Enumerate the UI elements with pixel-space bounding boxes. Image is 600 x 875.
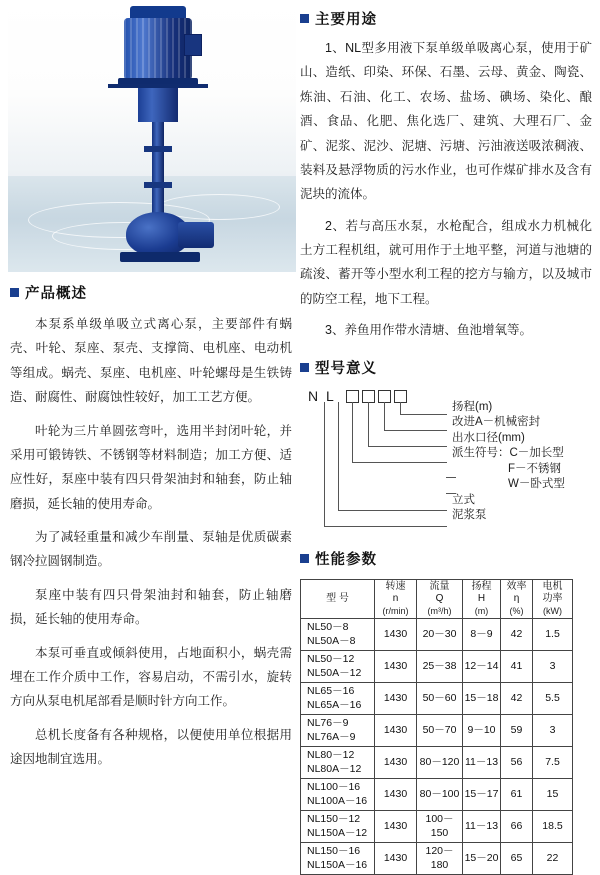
col-header-power xyxy=(533,579,573,618)
cell-flow: 80－100 xyxy=(417,778,463,810)
cell-model xyxy=(301,778,375,810)
cell-head: 15－17 xyxy=(463,778,501,810)
cell-efficiency: 41 xyxy=(501,650,533,682)
header-line: H xyxy=(477,592,486,604)
model-line: NL76A－9 xyxy=(307,731,356,743)
overview-paragraph: 本泵系单级单吸立式离心泵，主要部件有蜗壳、叶轮、泵座、泵壳、支撑筒、电机座、电动机等组成。蜗壳、泵座、电机座、叶轮螺母是生铁铸造、耐腐性、耐腐蚀性较好，加工工艺方便。 xyxy=(10,317,292,405)
header-line: 型 号 xyxy=(326,592,349,604)
square-bullet-icon xyxy=(300,554,309,563)
cell-flow: 120－180 xyxy=(417,842,463,874)
header-line: n xyxy=(392,592,399,604)
table-row xyxy=(301,842,573,874)
table-row xyxy=(301,650,573,682)
header-line: (m) xyxy=(474,605,489,616)
col-header-efficiency xyxy=(501,579,533,618)
overview-paragraph: 本泵可垂直或倾斜使用，占地面积小，蜗壳需埋在工作介质中工作，容易启动，不需引水，旋转方向从泵电机尾部看是顺时针方向工作。 xyxy=(10,645,292,709)
cell-speed: 1430 xyxy=(375,650,417,682)
leader-line xyxy=(324,402,447,527)
motor-cooling-fins xyxy=(124,18,192,80)
usage-paragraph: 3、养鱼用作带水清塘、鱼池增氧等。 xyxy=(325,323,532,338)
header-line: η xyxy=(513,592,520,604)
overview-section xyxy=(8,282,296,771)
left-column xyxy=(8,0,296,771)
pump-outlet xyxy=(178,222,214,248)
model-line: NL50－8 xyxy=(307,620,349,633)
header-line: 功率 xyxy=(542,592,563,604)
cell-flow: 80－120 xyxy=(417,746,463,778)
cell-speed: 1430 xyxy=(375,842,417,874)
overview-paragraph: 为了减轻重量和减少车削量、泵轴是优质碳素钢冷拉圆钢制造。 xyxy=(10,530,292,569)
terminal-box xyxy=(184,34,202,56)
model-line: NL80A－12 xyxy=(307,763,362,775)
header-line: (%) xyxy=(509,605,524,616)
product-photo xyxy=(8,0,296,272)
cell-model xyxy=(301,682,375,714)
model-label: 改进A－机械密封 xyxy=(452,416,541,428)
cell-model xyxy=(301,714,375,746)
cell-head: 15－20 xyxy=(463,842,501,874)
overview-paragraph: 总机长度备有各种规格，以便使用单位根据用途因地制宜选用。 xyxy=(10,727,292,766)
model-label: 立式 xyxy=(452,493,475,506)
right-column xyxy=(300,8,592,875)
header-line: (kW) xyxy=(543,605,562,616)
table-row xyxy=(301,682,573,714)
model-label: 扬程(m) xyxy=(452,400,493,413)
overview-paragraph: 叶轮为三片单圆弦弯叶，选用半封闭叶轮，并采用可锻铸铁、不锈钢等材料制造；加工方便、适应性好，泵座中装有四只骨架油封和轴套，防止轴磨损，延长轴的使用寿命。 xyxy=(10,423,292,511)
cell-speed: 1430 xyxy=(375,810,417,842)
cell-head: 15－18 xyxy=(463,682,501,714)
cell-model xyxy=(301,650,375,682)
section-heading-performance xyxy=(300,548,592,569)
header-line: 扬程 xyxy=(471,580,492,592)
model-line: NL150A－16 xyxy=(307,859,368,871)
pump-shaft-column xyxy=(152,122,164,218)
cell-power: 22 xyxy=(533,842,573,874)
header-line: (r/min) xyxy=(382,605,409,616)
cell-efficiency: 61 xyxy=(501,778,533,810)
model-line: NL76－9 xyxy=(307,716,349,729)
model-line: NL65A－16 xyxy=(307,699,362,711)
header-line: 效率 xyxy=(506,580,527,592)
cell-head: 8－9 xyxy=(463,618,501,650)
cell-flow: 50－60 xyxy=(417,682,463,714)
model-line: NL65－16 xyxy=(307,684,355,697)
cell-power: 3 xyxy=(533,714,573,746)
cell-flow: 20－30 xyxy=(417,618,463,650)
model-line: NL80－12 xyxy=(307,748,355,761)
header-line: Q xyxy=(435,592,444,604)
model-line: NL150A－12 xyxy=(307,827,368,839)
cell-speed: 1430 xyxy=(375,714,417,746)
model-line: NL100A－16 xyxy=(307,795,368,807)
cell-model xyxy=(301,746,375,778)
table-header-row xyxy=(301,579,573,618)
section-heading-usage xyxy=(300,8,592,29)
cell-flow: 50－70 xyxy=(417,714,463,746)
cell-flow: 25－38 xyxy=(417,650,463,682)
pump-foot xyxy=(120,252,200,262)
header-line: (m³/h) xyxy=(427,605,452,616)
usage-paragraph: 2、若与高压水泵，水枪配合，组成水力机械化土方工程机组，就可用作于土地平整，河道与池塘的疏浚、蓄开等小型水利工程的挖方与输方，以及城市的防空工程，地下工程。 xyxy=(300,218,592,306)
model-line: NL50－12 xyxy=(307,652,355,665)
performance-table xyxy=(300,579,573,875)
cell-model xyxy=(301,810,375,842)
cell-efficiency: 66 xyxy=(501,810,533,842)
cell-power: 15 xyxy=(533,778,573,810)
cell-speed: 1430 xyxy=(375,778,417,810)
header-line: 电机 xyxy=(542,580,563,592)
performance-heading-label: 性能参数 xyxy=(315,551,377,568)
square-bullet-icon xyxy=(10,288,19,297)
cell-efficiency: 42 xyxy=(501,618,533,650)
usage-heading-label: 主要用途 xyxy=(315,12,377,28)
table-row xyxy=(301,618,573,650)
model-line: NL150－12 xyxy=(307,812,361,825)
section-heading-overview xyxy=(10,282,292,303)
usage-paragraph: 1、NL型多用液下泵单级单吸离心泵，使用于矿山、造纸、印染、环保、石墨、云母、黄金、陶瓷、炼油、石油、化工、农场、盐场、碘场、染化、酿酒、食品、化肥、焦化选厂、建筑、大理石厂、金矿、泥浆、泥沙、泥塘、污塘、污油液送吸浓稠液、装料及悬浮物质的污水作业，也可作煤矿排水及含有泥块的流体。 xyxy=(300,41,592,202)
table-row xyxy=(301,746,573,778)
model-label-list xyxy=(452,400,592,524)
support-bracket xyxy=(138,88,178,122)
model-designation-diagram xyxy=(300,386,592,548)
overview-paragraph: 泵座中装有四只骨架油封和轴套，防止轴磨损，延长轴的使用寿命。 xyxy=(10,587,292,627)
model-label: 出水口径(mm) xyxy=(452,431,525,444)
cell-head: 9－10 xyxy=(463,714,501,746)
cell-power: 1.5 xyxy=(533,618,573,650)
performance-table-wrap xyxy=(300,579,592,875)
cell-efficiency: 59 xyxy=(501,714,533,746)
cell-head: 12－14 xyxy=(463,650,501,682)
cell-power: 3 xyxy=(533,650,573,682)
model-label: 泥浆泵 xyxy=(452,509,487,521)
cell-efficiency: 42 xyxy=(501,682,533,714)
model-line: NL50A－8 xyxy=(307,635,356,647)
section-heading-model xyxy=(300,357,592,378)
cell-flow: 100－150 xyxy=(417,810,463,842)
col-header-flow xyxy=(417,579,463,618)
model-heading-label: 型号意义 xyxy=(315,360,377,377)
col-header-speed xyxy=(375,579,417,618)
model-code-prefix: N L xyxy=(308,387,336,404)
shaft-brace xyxy=(144,146,172,152)
model-label: W－卧式型 xyxy=(508,478,565,490)
cell-speed: 1430 xyxy=(375,618,417,650)
table-row xyxy=(301,778,573,810)
model-line: NL150－16 xyxy=(307,844,361,857)
cell-power: 18.5 xyxy=(533,810,573,842)
model-line: NL50A－12 xyxy=(307,667,362,679)
cell-efficiency: 56 xyxy=(501,746,533,778)
overview-heading-label: 产品概述 xyxy=(25,286,87,302)
cell-head: 11－13 xyxy=(463,746,501,778)
model-label: 派生符号：C－加长型 xyxy=(452,447,564,459)
cell-head: 11－13 xyxy=(463,810,501,842)
cell-efficiency: 65 xyxy=(501,842,533,874)
model-line: NL100－16 xyxy=(307,780,361,793)
cell-speed: 1430 xyxy=(375,682,417,714)
col-header-head xyxy=(463,579,501,618)
cell-power: 7.5 xyxy=(533,746,573,778)
shaft-brace xyxy=(144,182,172,188)
pump-illustration xyxy=(100,6,220,268)
cell-model xyxy=(301,842,375,874)
header-line: 转速 xyxy=(385,580,406,592)
table-row xyxy=(301,810,573,842)
cell-power: 5.5 xyxy=(533,682,573,714)
cell-speed: 1430 xyxy=(375,746,417,778)
cell-model xyxy=(301,618,375,650)
model-label: F－不锈钢 xyxy=(508,462,562,475)
header-line: 流量 xyxy=(429,580,450,592)
col-header-model xyxy=(301,579,375,618)
square-bullet-icon xyxy=(300,363,309,372)
square-bullet-icon xyxy=(300,14,309,23)
table-row xyxy=(301,714,573,746)
